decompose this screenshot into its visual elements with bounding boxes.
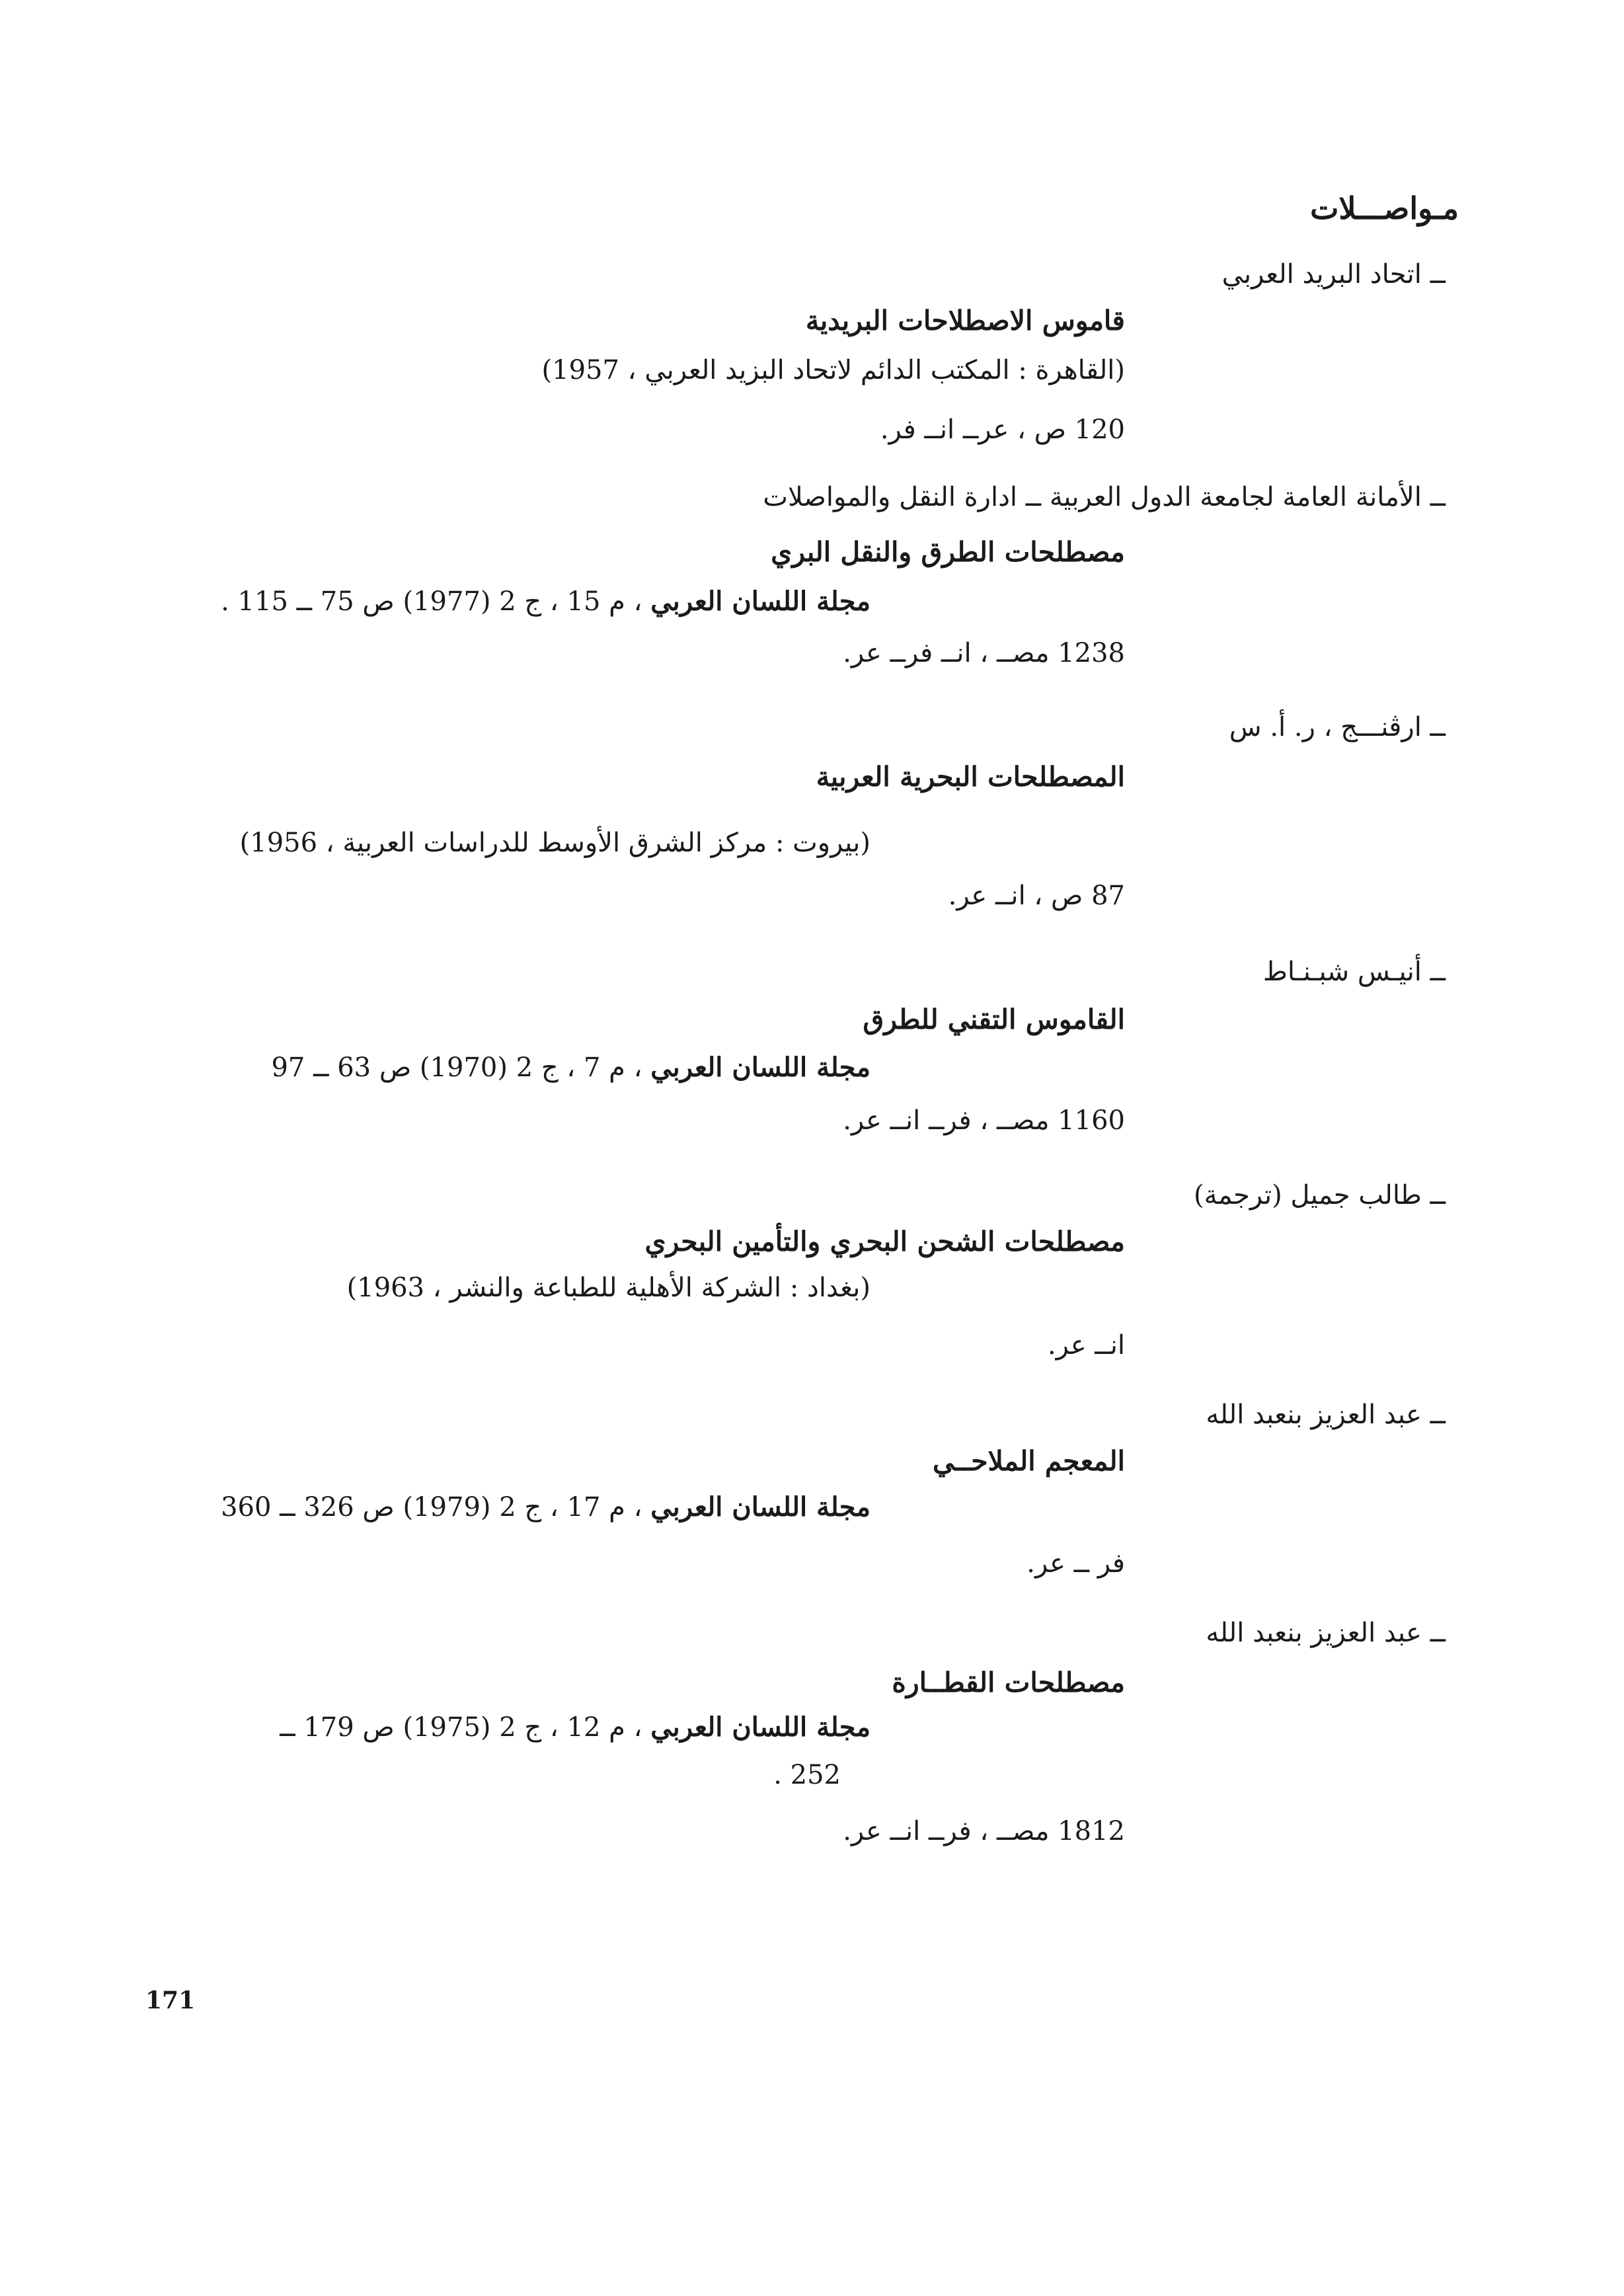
entry-6-details: فر ــ عر. [1026,1548,1125,1579]
entry-6-author: ــ عبد العزيز بنعبد الله [1206,1400,1446,1430]
entry-5-source: (بغداد : الشركة الأهلية للطباعة والنشر ، 1963) [346,1273,870,1303]
entry-7-author: ــ عبد العزيز بنعبد الله [1206,1618,1446,1648]
entry-2-details: 1238 مصــ ، انــ فرــ عر. [843,638,1125,668]
journal-name: مجلة اللسان العربي [650,1052,870,1083]
section-heading: مـواصـــلات [1310,190,1459,226]
entry-5-title: مصطلحات الشحن البحري والتأمين البحري [644,1226,1125,1257]
entry-7-source [280,1708,870,1747]
page-number: 171 [145,1987,196,2014]
entry-4-title: القاموس التقني للطرق [863,1004,1125,1035]
entry-5-author: ــ طالب جميل (ترجمة) [1194,1180,1446,1210]
journal-citation: ، م 17 ، ج 2 (1979) ص 326 ــ 360 [221,1492,642,1523]
entry-7-details: 1812 مصــ ، فرــ انــ عر. [843,1816,1125,1846]
journal-name: مجلة اللسان العربي [650,586,870,617]
entry-2-author: ــ الأمانة العامة لجامعة الدول العربية ــ ادارة النقل والمواصلات [763,482,1446,512]
journal-citation: ، م 7 ، ج 2 (1970) ص 63 ــ 97 [271,1052,642,1083]
journal-name: مجلة اللسان العربي [650,1491,870,1523]
journal-name: مجلة اللسان العربي [650,1712,870,1743]
entry-3-author: ــ ارڤنـــج ، ر. أ. س [1229,712,1446,742]
entry-1-source: (القاهرة : المكتب الدائم لاتحاد البزيد العربي ، 1957) [541,355,1125,385]
journal-citation: ، م 15 ، ج 2 (1977) ص 75 ــ 115 . [221,586,642,617]
entry-1-details: 120 ص ، عرــ انــ فر. [880,415,1125,445]
entry-7-title: مصطلحات القطــارة [892,1667,1125,1698]
entry-5-details: انــ عر. [1047,1330,1125,1361]
entry-6-source [221,1487,870,1527]
entry-7-source-continuation: 252 . [773,1760,841,1790]
entry-3-source: (بيروت : مركز الشرق الأوسط للدراسات العربية ، 1956) [239,828,870,858]
entry-3-details: 87 ص ، انــ عر. [948,881,1125,911]
entry-2-title: مصطلحات الطرق والنقل البري [771,536,1125,568]
entry-4-details: 1160 مصــ ، فرــ انــ عر. [843,1105,1125,1136]
entry-4-source [271,1048,870,1088]
entry-6-title: المعجم الملاحــي [933,1445,1125,1477]
entry-2-source [221,582,870,621]
entry-1-title: قاموس الاصطلاحات البريدية [805,305,1125,336]
entry-3-title: المصطلحات البحرية العربية [816,761,1125,793]
entry-1-author: ــ اتحاد البريد العربي [1221,259,1446,290]
entry-4-author: ــ أنيـس شبـنـاط [1262,957,1446,987]
journal-citation: ، م 12 ، ج 2 (1975) ص 179 ــ [280,1712,642,1743]
